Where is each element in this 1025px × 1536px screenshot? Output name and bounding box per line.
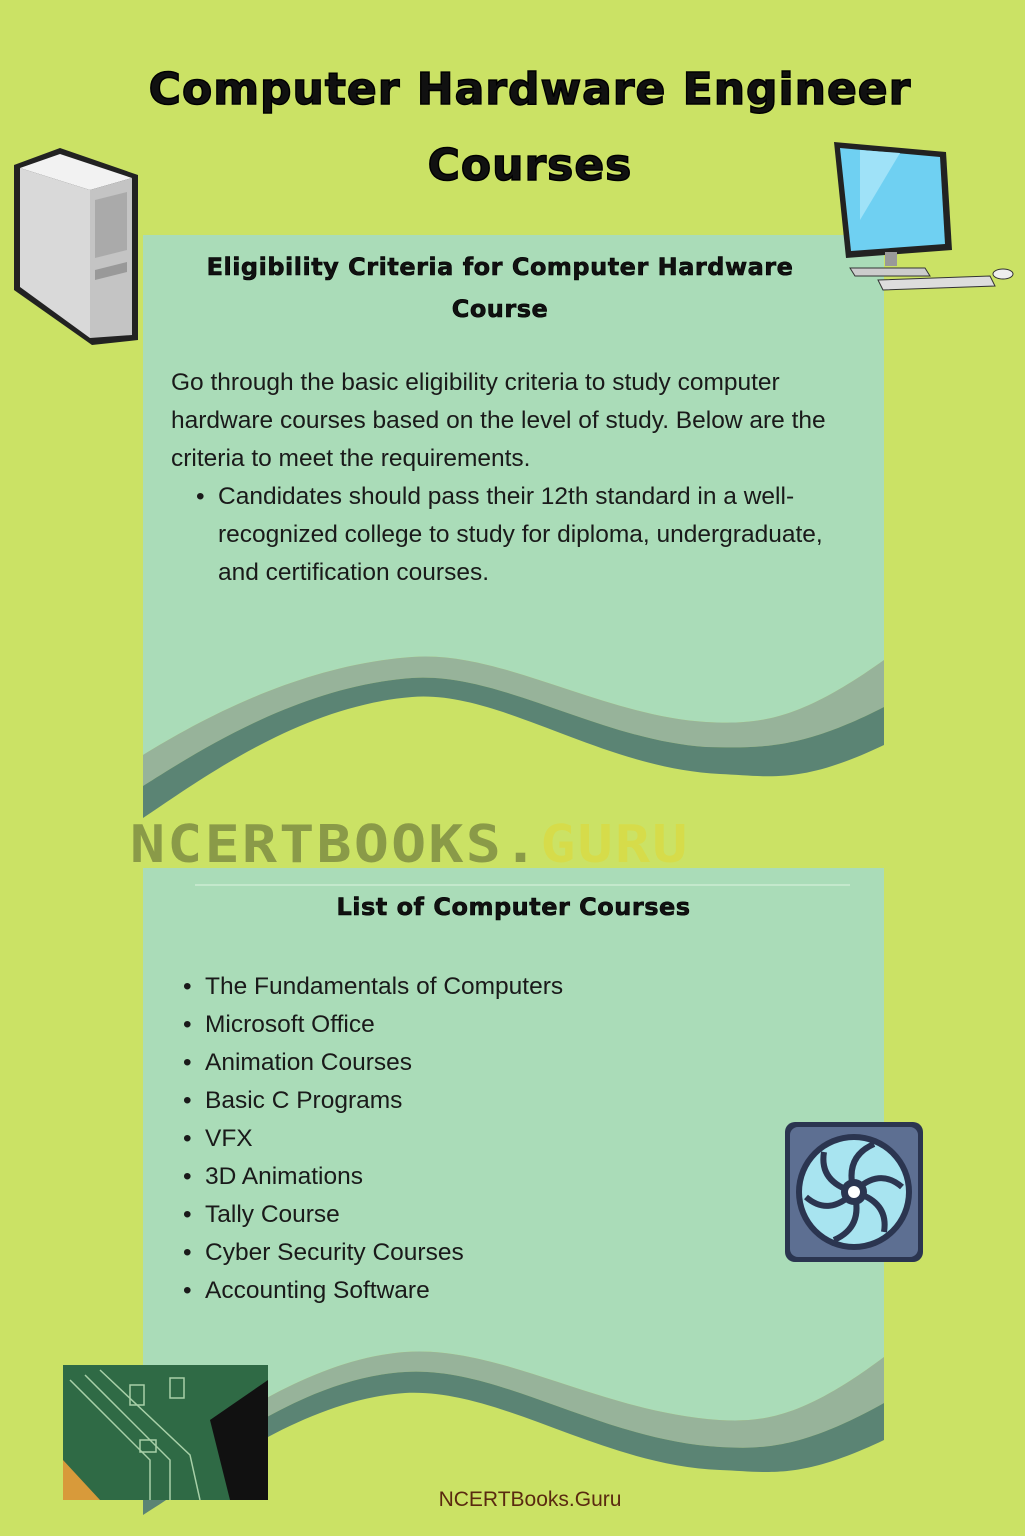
- eligibility-list: [218, 478, 861, 592]
- footer-site-name: NCERTBooks.Guru: [438, 1488, 622, 1511]
- list-item: • Accounting Software: [205, 1272, 563, 1310]
- list-item: • 3D Animations: [205, 1158, 563, 1196]
- eligibility-heading: [160, 246, 840, 330]
- page-title-line-1: Computer Hardware Engineer: [148, 64, 912, 115]
- courses-heading: List of Computer Courses: [336, 893, 691, 921]
- watermark-main: NCERTBOOKS.: [130, 815, 541, 875]
- cooling-fan-icon: [785, 1122, 923, 1262]
- list-item: • VFX: [205, 1120, 563, 1158]
- list-item: • Basic C Programs: [205, 1082, 563, 1120]
- list-item: • The Fundamentals of Computers: [205, 968, 563, 1006]
- watermark-accent: GURU: [540, 815, 690, 875]
- eligibility-heading-line-1: Eligibility Criteria for Computer Hardware: [206, 253, 794, 281]
- list-item: • Microsoft Office: [205, 1006, 563, 1044]
- list-item: • Animation Courses: [205, 1044, 563, 1082]
- watermark: [130, 815, 690, 875]
- circuit-board-image: [63, 1365, 268, 1500]
- eligibility-section: [171, 364, 861, 592]
- courses-list: [205, 968, 563, 1310]
- list-item: • Tally Course: [205, 1196, 563, 1234]
- page-title-line-2: Courses: [427, 140, 633, 191]
- list-item: • Candidates should pass their 12th standard in a well-recognized college to study for diploma, undergraduate, and certification courses.: [218, 478, 861, 592]
- eligibility-intro: Go through the basic eligibility criteria to study computer hardware courses based on the level of study. Below are the criteria to meet the requirements.: [171, 369, 826, 472]
- eligibility-heading-line-2: Course: [451, 295, 549, 323]
- page-title: [100, 52, 960, 204]
- list-item: • Cyber Security Courses: [205, 1234, 563, 1272]
